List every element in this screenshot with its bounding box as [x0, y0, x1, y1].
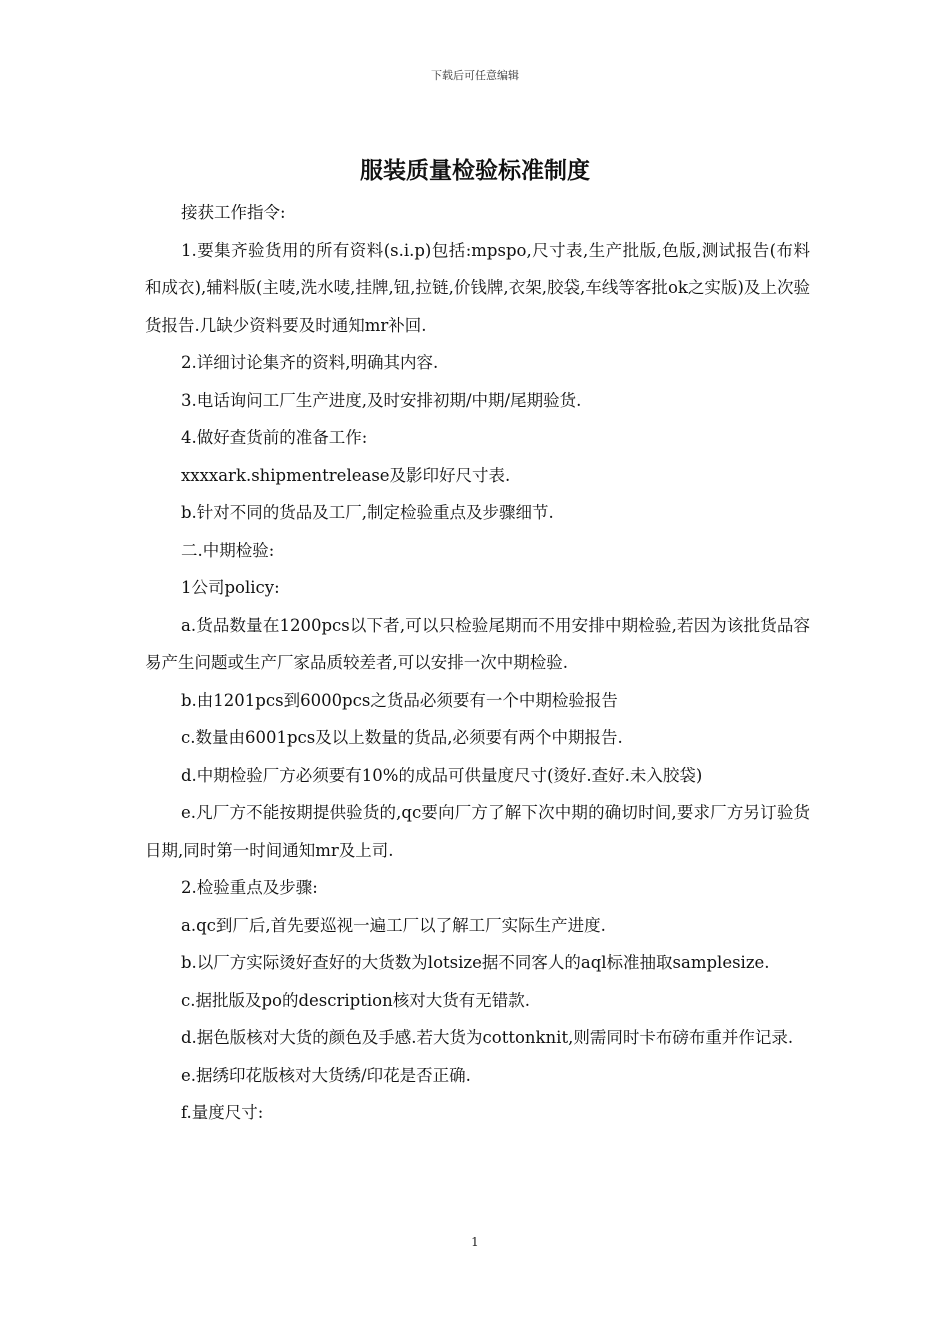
paragraph: 二.中期检验: [181, 540, 275, 560]
paragraph: d.中期检验厂方必须要有10%的成品可供量度尺寸(烫好.查好.未入胶袋) [181, 765, 703, 785]
paragraph: 2.检验重点及步骤: [181, 878, 318, 897]
document-body [145, 194, 810, 1132]
page-header: 下载后可任意编辑 [431, 69, 519, 82]
paragraph: f.量度尺寸: [181, 1103, 264, 1122]
paragraph: xxxxark.shipmentrelease及影印好尺寸表. [181, 465, 511, 485]
document-title: 服装质量检验标准制度 [360, 158, 590, 184]
paragraph: 3.电话询问工厂生产进度,及时安排初期/中期/尾期验货. [181, 390, 582, 410]
paragraph: 1公司policy: [181, 578, 280, 597]
paragraph: 接获工作指令: [181, 203, 286, 222]
paragraph: b.以厂方实际烫好查好的大货数为lotsize据不同客人的aql标准抽取samplesize. [181, 953, 770, 972]
paragraph: b.由1201pcs到6000pcs之货品必须要有一个中期检验报告 [181, 690, 618, 710]
paragraph: a.货品数量在1200pcs以下者,可以只检验尾期而不用安排中期检验,若因为该批货品容易产生问题或生产厂家品质较差者,可以安排一次中期检验. [145, 615, 810, 672]
paragraph: b.针对不同的货品及工厂,制定检验重点及步骤细节. [181, 503, 554, 522]
paragraph: d.据色版核对大货的颜色及手感.若大货为cottonknit,则需同时卡布磅布重并作记录. [181, 1028, 794, 1047]
paragraph: 2.详细讨论集齐的资料,明确其内容. [181, 353, 439, 372]
paragraph: 4.做好查货前的准备工作: [181, 428, 368, 447]
paragraph: 1.要集齐验货用的所有资料(s.i.p)包括:mpspo,尺寸表,生产批版,色版,测试报告(布料和成衣),辅料版(主唛,洗水唛,挂牌,钮,拉链,价钱牌,衣架,胶袋,车线等客批ok之实版)及上次验货报告.几缺少资料要及时通知mr补回. [145, 240, 810, 335]
paragraph: e.凡厂方不能按期提供验货的,qc要向厂方了解下次中期的确切时间,要求厂方另订验货日期,同时第一时间通知mr及上司. [145, 803, 810, 860]
paragraph: c.据批版及po的description核对大货有无错款. [181, 990, 530, 1010]
page-number: 1 [471, 1235, 479, 1249]
paragraph: a.qc到厂后,首先要巡视一遍工厂以了解工厂实际生产进度. [181, 915, 606, 935]
paragraph: e.据绣印花版核对大货绣/印花是否正确. [181, 1065, 471, 1085]
paragraph: c.数量由6001pcs及以上数量的货品,必须要有两个中期报告. [181, 728, 623, 747]
